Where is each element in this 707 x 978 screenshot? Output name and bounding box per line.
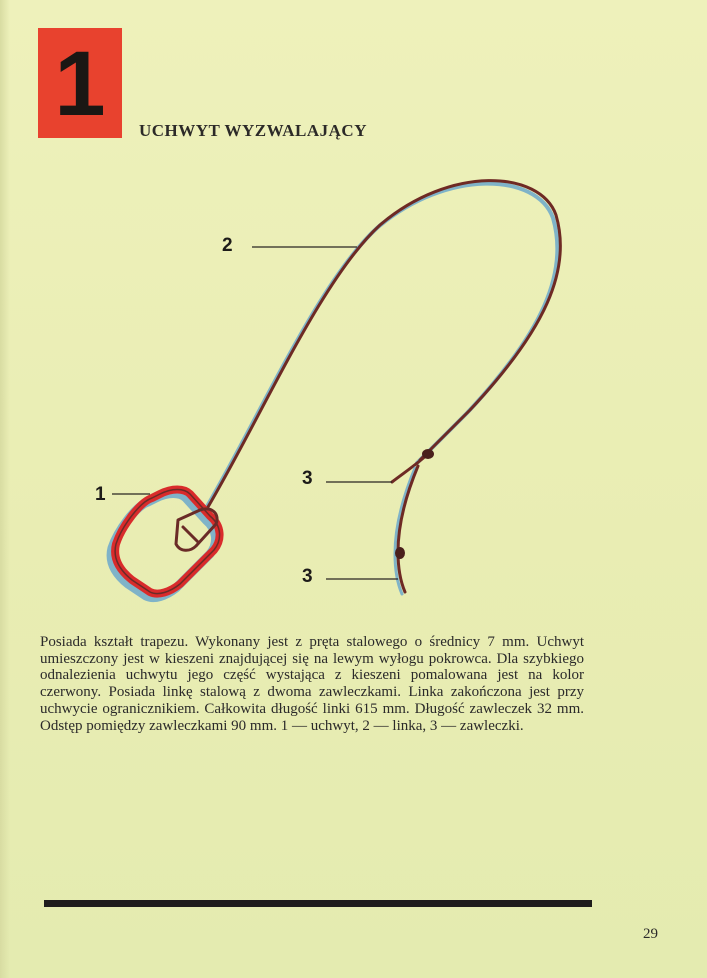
- callout-pin-upper: 3: [302, 468, 313, 489]
- cable-shadow: [202, 184, 557, 515]
- pin-lower-knot: [395, 547, 405, 559]
- description-text: Posiada kształt trapezu. Wykonany jest z pręta stalowego o średnicy 7 mm. Uchwyt umieszczony jest w kieszeni znajdującej się na lewym wyłogu pokrowca. Dla szybkiego odnalezienia uchwytu jego część wystająca z kieszeni pomalowana jest na kolor czerwony. Posiada linkę stalową z dwoma zawleczkami. Linka zakończona jest przy uchwycie ogranicznikiem. Całkowita długość linki 615 mm. Długość zawleczek 32 mm. Odstęp pomiędzy zawleczkami 90 mm. 1 — uchwyt, 2 — linka, 3 — zawleczki.: [40, 634, 584, 734]
- page-number: 29: [643, 926, 658, 942]
- handle-loop: [115, 490, 219, 594]
- handle-clip-bar: [183, 527, 198, 542]
- callout-line: 2: [222, 235, 233, 256]
- section-number: 1: [54, 33, 106, 135]
- page-title: UCHWYT WYZWALAJĄCY: [139, 121, 367, 140]
- footer-rule: [44, 900, 592, 907]
- cable-line: [205, 181, 560, 512]
- callout-handle: 1: [95, 484, 106, 505]
- pin-upper-knot: [422, 449, 434, 459]
- callout-pin-lower: 3: [302, 566, 313, 587]
